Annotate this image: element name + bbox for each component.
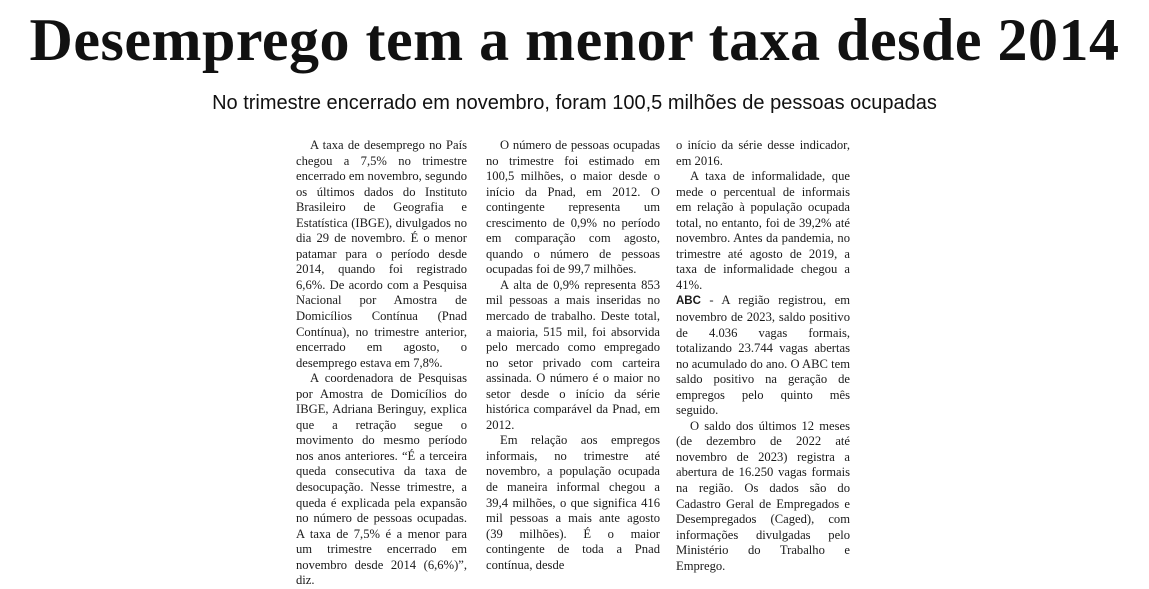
paragraph: A coordenadora de Pesquisas por Amostra de Domicílios do IBGE, Adriana Beringuy, explica que a retração segue o movimento do mesmo período nos anos anteriores. “É a terceira queda consecutiva da taxa de desocupação. Nesse trimestre, a queda é explicada pela expansão no número de pessoas ocupadas. A taxa de 7,5% é a menor para um trimestre encerrado em novembro desde 2014 (6,6%)”, diz.: [296, 371, 467, 588]
paragraph: A alta de 0,9% representa 853 mil pessoas a mais inseridas no mercado de trabalho. Deste total, a maioria, 515 mil, foi absorvida pelo mercado como empregado no setor privado com carteira assinada. O número é o maior no setor desde o início da série histórica comparável da Pnad, em 2012.: [486, 277, 660, 432]
paragraph: A taxa de informalidade, que mede o percentual de informais em relação à população ocupada total, no entanto, foi de 39,2% até novembro. Antes da pandemia, no trimestre até agosto de 2019, a taxa de informalidade chegou a 41%.: [676, 169, 850, 292]
article-column-3: [676, 138, 850, 574]
paragraph: O número de pessoas ocupadas no trimestre foi estimado em 100,5 milhões, o maior desde o início da Pnad, em 2012. O contingente representa um crescimento de 0,9% no período em comparação com agosto, quando o número de pessoas ocupadas foi de 99,7 milhões.: [486, 138, 660, 277]
paragraph: Em relação aos empregos informais, no trimestre até novembro, a população ocupada de maneira informal chegou a 39,4 milhões, o que significa 416 mil pessoas a mais ante agosto (39 milhões). É o maior contingente de toda a Pnad contínua, desde: [486, 433, 660, 572]
headline: Desemprego tem a menor taxa desde 2014: [29, 7, 1120, 73]
article-column-2: [486, 138, 660, 573]
abc-paragraph-text: - A região registrou, em novembro de 2023, saldo positivo de 4.036 vagas formais, totalizando 23.744 vagas abertas no acumulado do ano. O ABC tem saldo positivo na geração de empregos pelo quinto mês seguido.: [676, 293, 850, 418]
paragraph-continuation: o início da série desse indicador, em 2016.: [676, 138, 850, 168]
paragraph: O saldo dos últimos 12 meses (de dezembro de 2022 até novembro de 2023) registra a abertura de 16.250 vagas formais na região. Os dados são do Cadastro Geral de Empregados e Desempregados (Caged), com informações divulgadas pelo Ministério do Trabalho e Emprego.: [676, 418, 850, 573]
section-tag-abc: ABC: [676, 295, 701, 308]
abc-paragraph: [676, 293, 850, 418]
subheadline: No trimestre encerrado em novembro, foram 100,5 milhões de pessoas ocupadas: [212, 92, 937, 114]
article-column-1: [296, 138, 467, 589]
paragraph: A taxa de desemprego no País chegou a 7,5% no trimestre encerrado em novembro, segundo os últimos dados do Instituto Brasileiro de Geografia e Estatística (IBGE), divulgados no dia 29 de novembro. É o menor patamar para o período desde 2014, quando foi registrado 6,6%. De acordo com a Pesquisa Nacional por Amostra de Domicílios Contínua (Pnad Contínua), no trimestre anterior, encerrado em agosto, o desemprego estava em 7,8%.: [296, 138, 467, 370]
